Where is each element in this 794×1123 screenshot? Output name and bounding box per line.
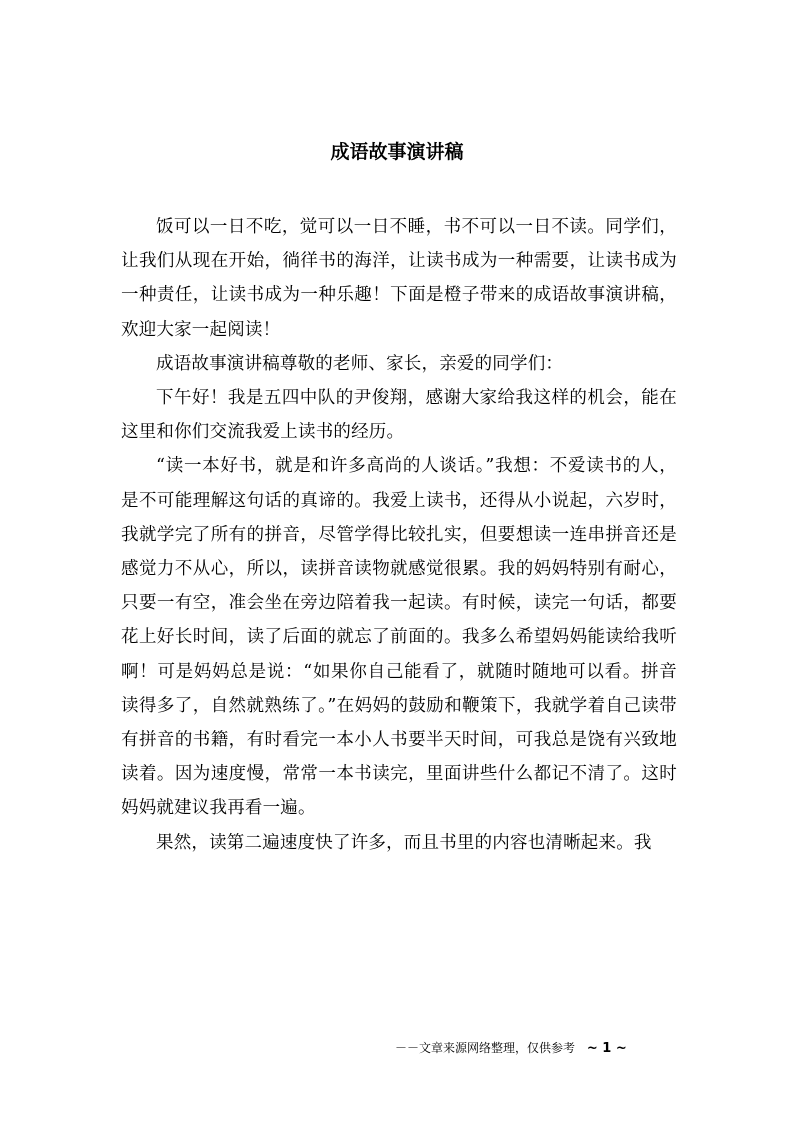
page-title: 成语故事演讲稿 [330, 141, 464, 163]
paragraph-greeting: 成语故事演讲稿尊敬的老师、家长，亲爱的同学们： [156, 353, 564, 374]
footer-source-note: －－文章来源网络整理，仅供参考 [395, 1041, 576, 1055]
paragraph-second-reading: 果然，读第二遍速度快了许多，而且书里的内容也清晰起来。我 [156, 832, 652, 853]
paragraph-reading-story: “读一本好书，就是和许多高尚的人谈话。”我想：不爱读书的人，是不可能理解这句话的真谛的。我爱上读书，还得从小说起，六岁时，我就学完了所有的拼音，尽管学得比较扎实，但要想读一连串拼音还是感觉力不从心，所以，读拼音读物就感觉很累。我的妈妈特别有耐心，只要一有空，准会坐在旁边陪着我一起读。有时候，读完一句话，都要花上好长时间，读了后面的就忘了前面的。我多么希望妈妈能读给我听啊！可是妈妈总是说：“如果你自己能看了，就随时随地可以看。拼音读得多了，自然就熟练了。”在妈妈的鼓励和鞭策下，我就学着自己读带有拼音的书籍，有时看完一本小人书要半天时间，可我总是饶有兴致地读着。因为速度慢，常常一本书读完，里面讲些什么都记不清了。这时妈妈就建议我再看一遍。 [121, 456, 677, 819]
paragraph-intro: 饭可以一日不吃，觉可以一日不睡，书不可以一日不读。同学们，让我们从现在开始，徜徉书的海洋，让读书成为一种需要，让读书成为一种责任，让读书成为一种乐趣！下面是橙子带来的成语故事演讲稿，欢迎大家一起阅读！ [121, 217, 677, 340]
page-footer [395, 1040, 627, 1057]
document-body [121, 210, 677, 860]
page-number: ~ 1 ~ [586, 1041, 627, 1056]
paragraph-self-introduction: 下午好！我是五四中队的尹俊翔，感谢大家给我这样的机会，能在这里和你们交流我爱上读书的经历。 [121, 388, 677, 443]
